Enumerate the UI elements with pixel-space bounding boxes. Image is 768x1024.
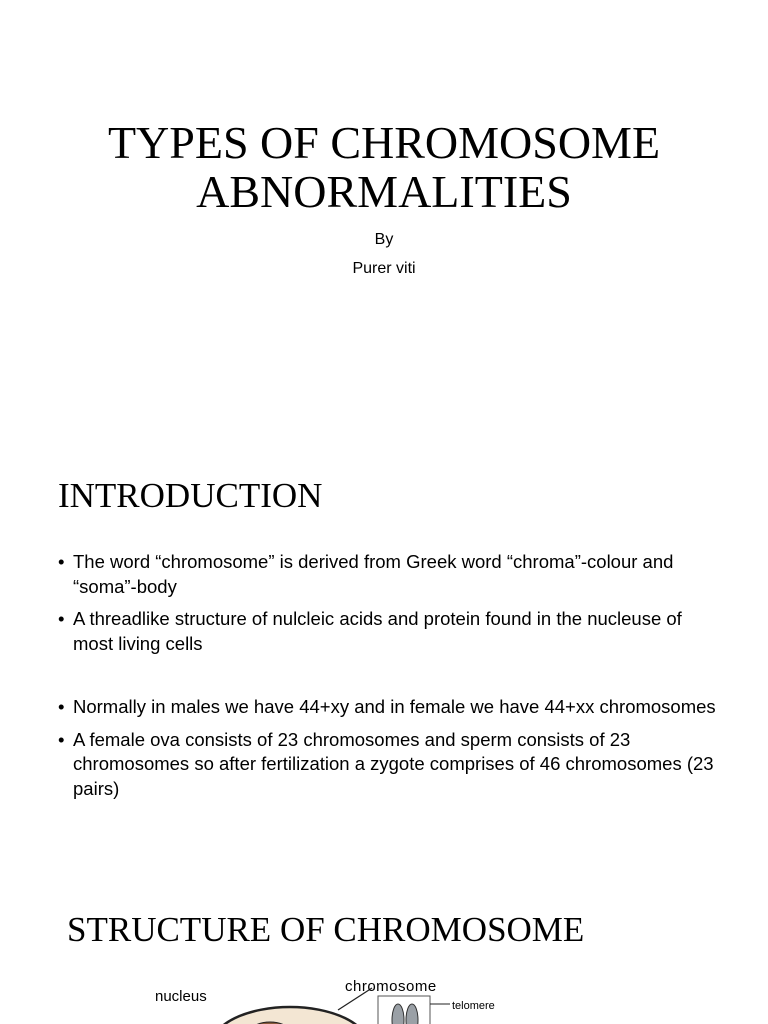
bullet-list [58, 550, 718, 664]
slide-heading: INTRODUCTION [58, 476, 323, 515]
title-line-2: ABNORMALITIES [196, 166, 572, 217]
structure-slide [0, 880, 768, 1024]
introduction-slide [0, 440, 768, 860]
bullet-item: • Normally in males we have 44+xy and in female we have 44+xx chromosomes [58, 695, 718, 720]
chromatid [406, 1004, 418, 1024]
cell-outline [212, 1007, 368, 1024]
bullet-item: • A female ova consists of 23 chromosomes and sperm consists of 23 chromosomes so after fertilization a zygote comprises of 46 chromosomes (23 pairs) [58, 728, 718, 802]
title-slide [0, 0, 768, 420]
bullet-item: • The word “chromosome” is derived from Greek word “chroma”-colour and “soma”-body [58, 550, 718, 599]
chromosome-diagram [0, 880, 768, 1024]
bullet-item: • A threadlike structure of nulcleic acids and protein found in the nucleuse of most living cells [58, 607, 718, 656]
chromatid [392, 1004, 404, 1024]
bullet-list [58, 695, 718, 809]
slide-heading: STRUCTURE OF CHROMOSOME [67, 910, 585, 949]
chromosome-label: chromosome [345, 978, 437, 995]
author-name: Purer viti [352, 260, 416, 277]
title-line-1: TYPES OF CHROMOSOME [107, 117, 661, 168]
nucleus-label: nucleus [155, 988, 207, 1005]
telomere-label: telomere [452, 1000, 495, 1012]
presentation-title [0, 118, 768, 216]
by-label: By [374, 231, 394, 248]
